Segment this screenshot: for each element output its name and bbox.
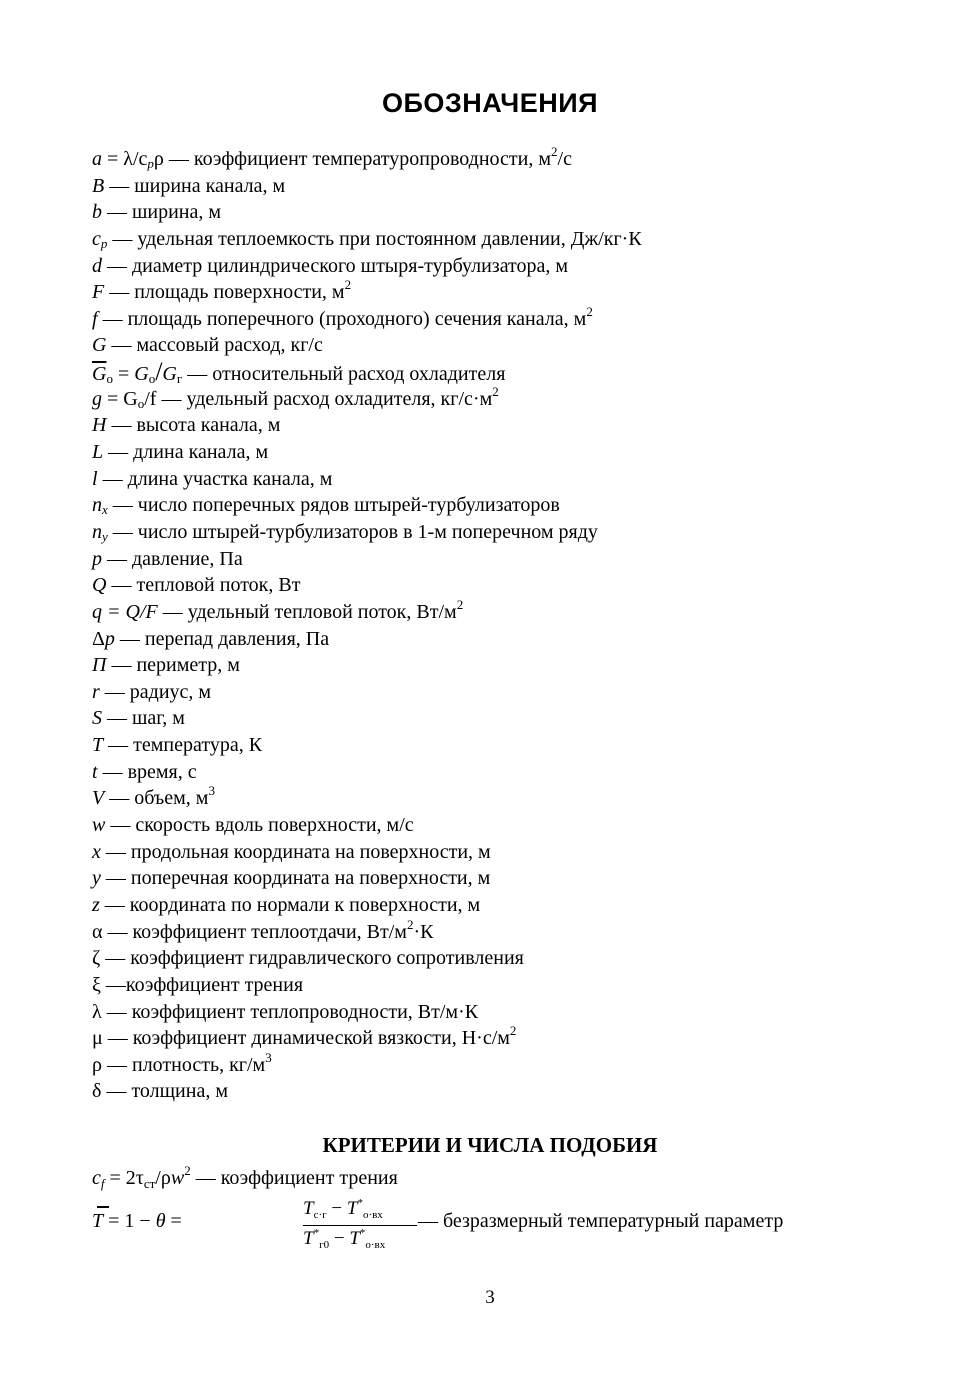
- notation-w: [92, 812, 912, 839]
- notation-t: [92, 759, 912, 786]
- notation-d: [92, 253, 912, 280]
- description: — безразмерный температурный параметр: [418, 1210, 784, 1232]
- subscript: p: [100, 235, 108, 251]
- description: — диаметр цилиндрического штыря-турбулизатора, м: [102, 254, 569, 277]
- description: — давление, Па: [102, 547, 243, 570]
- symbol: n: [92, 520, 102, 543]
- description: — шаг, м: [102, 707, 185, 730]
- description: — число штырей-турбулизаторов в 1-м поперечном ряду: [107, 520, 598, 543]
- symbol: Q: [92, 574, 107, 597]
- superscript: 2: [586, 303, 593, 319]
- notation-mu: [92, 1025, 912, 1052]
- description: — объем, м: [104, 787, 209, 810]
- description: — коэффициент динамической вязкости, Н·с/м: [102, 1027, 510, 1050]
- subscript: f: [100, 1176, 105, 1191]
- description: — ширина, м: [102, 201, 222, 224]
- notation-q: [92, 596, 912, 626]
- symbol: B: [92, 174, 105, 197]
- symbol: T: [349, 1228, 360, 1249]
- superscript: 2: [551, 144, 558, 159]
- superscript: 2: [456, 596, 464, 612]
- formula-part: =: [112, 363, 135, 386]
- superscript: 2: [509, 1023, 517, 1039]
- criteria-section-title: КРИТЕРИИ И ЧИСЛА ПОДОБИЯ: [322, 1133, 658, 1157]
- notation-xi: [92, 972, 912, 999]
- symbol: d: [92, 254, 102, 277]
- description: — радиус, м: [99, 680, 212, 703]
- symbol: l: [92, 467, 98, 490]
- formula-part: ρ: [153, 148, 164, 170]
- notation-zeta: [92, 945, 912, 972]
- superscript: 2: [344, 277, 352, 293]
- symbol: a: [92, 148, 102, 170]
- superscript: *: [357, 1197, 363, 1209]
- description: — массовый расход, кг/с: [106, 334, 323, 357]
- formula-part: /f: [144, 387, 157, 410]
- description: — тепловой поток, Вт: [106, 574, 301, 597]
- notation-delta: [92, 1078, 912, 1105]
- symbol: S: [92, 707, 102, 730]
- notation-x: [92, 839, 912, 866]
- symbol: П: [92, 654, 107, 677]
- page-heading: ОБОЗНАЧЕНИЯ: [381, 88, 599, 118]
- notation-b: [92, 199, 912, 226]
- symbol: δ: [92, 1080, 102, 1103]
- superscript: *: [313, 1227, 320, 1239]
- subscript: о: [106, 371, 113, 387]
- notation-ny: [92, 519, 912, 546]
- symbol: p: [104, 627, 115, 650]
- formula-part: =: [165, 1210, 182, 1232]
- unit-tail: ·К: [413, 920, 434, 943]
- notation-p: [92, 546, 912, 573]
- numerator: [303, 1198, 383, 1220]
- notation-B: [92, 173, 912, 200]
- symbol: T: [346, 1198, 358, 1219]
- symbol: H: [92, 414, 107, 437]
- notation-V: [92, 785, 912, 812]
- subscript: x: [102, 502, 108, 518]
- subscript: о·вх: [365, 1239, 386, 1251]
- symbol: t: [92, 760, 98, 783]
- description: — площадь поверхности, м: [104, 281, 345, 304]
- notation-z: [92, 892, 912, 919]
- notation-dp: [92, 626, 912, 653]
- symbol: r: [92, 680, 100, 703]
- symbol: z: [92, 893, 100, 916]
- superscript: 2: [492, 383, 499, 399]
- overbar: [97, 1206, 109, 1208]
- subscript: y: [102, 528, 108, 544]
- slash: /: [155, 357, 163, 387]
- formula-part: = 1 −: [103, 1210, 156, 1232]
- symbol: y: [92, 867, 101, 890]
- notation-rho: [92, 1049, 912, 1079]
- theta-symbol: θ: [155, 1210, 166, 1232]
- symbol: ζ: [92, 947, 101, 970]
- notation-r: [92, 679, 912, 706]
- description: — периметр, м: [106, 654, 240, 677]
- symbol: μ: [92, 1027, 103, 1050]
- symbol: T: [92, 734, 104, 757]
- notation-Pi: [92, 652, 912, 679]
- notation-S: [92, 705, 912, 732]
- symbol: ξ: [92, 973, 101, 996]
- subscript: о·вх: [362, 1209, 383, 1221]
- description: — коэффициент гидравлического сопротивления: [100, 947, 524, 970]
- symbol: ρ: [92, 1053, 102, 1076]
- description: — удельный тепловой поток, Вт/м: [157, 600, 457, 623]
- criterion-cf: [92, 1164, 398, 1192]
- symbol: G: [162, 363, 177, 386]
- notation-F: [92, 279, 912, 306]
- notation-lambda: [92, 999, 912, 1026]
- description: — координата по нормали к поверхности, м: [99, 893, 481, 916]
- notation-l: [92, 466, 912, 493]
- symbol: V: [92, 787, 105, 810]
- description: — ширина канала, м: [104, 174, 286, 197]
- notation-H: [92, 412, 912, 439]
- description: —коэффициент трения: [100, 973, 304, 996]
- description: — удельная теплоемкость при постоянном давлении, Дж/кг·К: [107, 227, 642, 250]
- symbol: c: [92, 1167, 101, 1189]
- symbol: f: [92, 307, 98, 330]
- superscript: 2: [406, 916, 414, 932]
- symbol: G: [134, 363, 149, 386]
- symbol: α: [92, 920, 103, 943]
- description: — перепад давления, Па: [114, 627, 330, 650]
- description: — коэффициент трения: [190, 1167, 398, 1189]
- notation-nx: [92, 492, 912, 519]
- symbol: λ: [92, 1000, 102, 1023]
- superscript: 3: [265, 1049, 272, 1065]
- description: — плотность, кг/м: [101, 1053, 266, 1076]
- symbol: L: [92, 441, 104, 464]
- symbol: $\overline{G}$: [92, 363, 107, 386]
- description: — время, с: [97, 760, 197, 783]
- description: — температура, К: [103, 734, 263, 757]
- page-number: 3: [485, 1287, 495, 1308]
- notation-a: [92, 146, 912, 173]
- symbol: g: [92, 387, 102, 410]
- superscript: 2: [184, 1163, 191, 1178]
- subscript: ст: [143, 1176, 156, 1191]
- notation-G: [92, 332, 912, 359]
- symbol: x: [92, 840, 101, 863]
- notation-Gbar: [92, 359, 912, 386]
- symbol: c: [92, 227, 101, 250]
- subscript: p: [147, 156, 154, 171]
- symbol: T: [92, 1210, 104, 1232]
- symbol: T: [303, 1228, 314, 1249]
- description: — продольная координата на поверхности, м: [100, 840, 491, 863]
- formula-part: = 2τ: [104, 1167, 144, 1189]
- notation-L: [92, 439, 912, 466]
- description: — высота канала, м: [106, 414, 281, 437]
- symbol: p: [92, 547, 102, 570]
- symbol: T: [303, 1198, 314, 1219]
- description: — коэффициент температуропроводности, м: [163, 148, 552, 170]
- denominator: [303, 1228, 385, 1250]
- symbol: F: [92, 281, 105, 304]
- notation-Q: [92, 572, 912, 599]
- symbol: w: [170, 1167, 185, 1189]
- notation-y: [92, 865, 912, 892]
- formula-part: /ρ: [155, 1167, 171, 1189]
- description: — скорость вдоль поверхности, м/с: [105, 814, 414, 837]
- minus: −: [329, 1228, 350, 1249]
- subscript: г0: [319, 1239, 330, 1251]
- fraction-line: [303, 1225, 417, 1226]
- symbol: w: [92, 814, 106, 837]
- symbol: q: [92, 600, 102, 623]
- description: — поперечная координата на поверхности, м: [100, 867, 491, 890]
- symbol: G: [92, 334, 107, 357]
- notation-T: [92, 732, 912, 759]
- formula-part: = G: [102, 387, 138, 410]
- formula-part: = Q/F: [102, 600, 158, 623]
- superscript: *: [359, 1227, 366, 1239]
- notation-g: [92, 383, 912, 413]
- unit-tail: /с: [557, 148, 572, 170]
- subscript: о: [148, 371, 156, 387]
- description: — площадь поперечного (проходного) сечения канала, м: [97, 307, 587, 330]
- description: — длина канала, м: [103, 441, 269, 464]
- delta-prefix: Δ: [92, 627, 105, 650]
- description: — толщина, м: [101, 1080, 228, 1103]
- superscript: 3: [208, 783, 215, 799]
- subscript: о: [137, 395, 145, 411]
- description: — число поперечных рядов штырей-турбулизаторов: [107, 494, 560, 517]
- description: — коэффициент теплоотдачи, Вт/м: [102, 920, 407, 943]
- formula-lhs: [92, 1210, 182, 1233]
- minus: −: [326, 1198, 347, 1219]
- symbol: n: [92, 494, 102, 517]
- description: — длина участка канала, м: [97, 467, 333, 490]
- notation-f: [92, 303, 912, 333]
- notation-cp: [92, 226, 912, 253]
- notation-list: [92, 146, 912, 1105]
- notation-alpha: [92, 916, 912, 946]
- formula-part: = λ/c: [102, 148, 148, 170]
- symbol: b: [92, 201, 102, 224]
- description: — коэффициент теплопроводности, Вт/м·К: [101, 1000, 479, 1023]
- criterion-tbar: [92, 1196, 852, 1258]
- description: — относительный расход охладителя: [182, 363, 506, 386]
- subscript: с·г: [313, 1209, 327, 1221]
- subscript: г: [176, 371, 183, 387]
- description: — удельный расход охладителя, кг/с·м: [156, 387, 493, 410]
